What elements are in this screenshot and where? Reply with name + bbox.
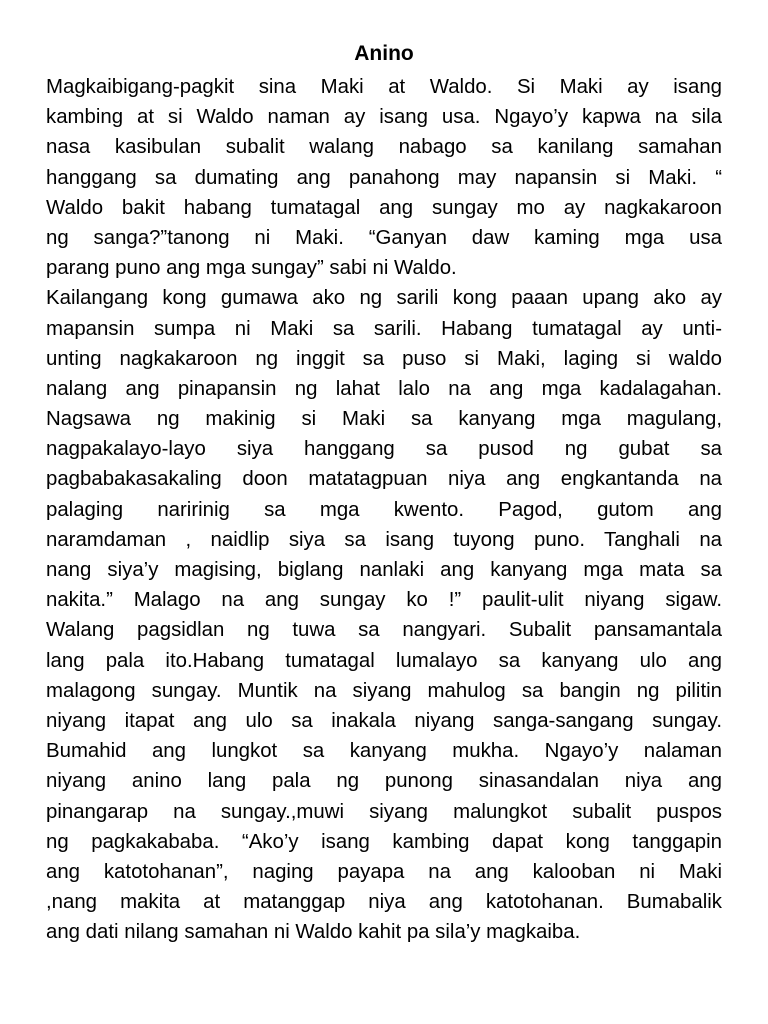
text-line: naramdaman , naidlip siya sa isang tuyong puno. Tanghali na: [46, 528, 722, 551]
text-line: parang puno ang mga sungay” sabi ni Waldo.: [46, 257, 457, 280]
text-line: Bumahid ang lungkot sa kanyang mukha. Ngayo’y nalaman: [46, 740, 722, 763]
text-line: nalang ang pinapansin ng lahat lalo na ang mga kadalagahan.: [46, 377, 722, 400]
text-line: niyang itapat ang ulo sa inakala niyang sanga-sangang sungay.: [46, 709, 722, 732]
paragraph: [46, 72, 722, 283]
text-line: Nagsawa ng makinig si Maki sa kanyang mga magulang,: [46, 408, 722, 431]
text-line: ng pagkakababa. “Ako’y isang kambing dapat kong tanggapin: [46, 830, 722, 853]
text-line: nakita.” Malago na ang sungay ko !” paulit-ulit niyang sigaw.: [46, 589, 722, 612]
text-line: malagong sungay. Muntik na siyang mahulog sa bangin ng pilitin: [46, 679, 722, 702]
text-line: pinangarap na sungay.,muwi siyang malungkot subalit puspos: [46, 800, 722, 823]
text-line: Kailangang kong gumawa ako ng sarili kong paaan upang ako ay: [46, 287, 722, 310]
text-line: ,nang makita at matanggap niya ang katotohanan. Bumabalik: [46, 891, 722, 914]
text-line: Waldo bakit habang tumatagal ang sungay mo ay nagkakaroon: [46, 196, 722, 219]
paragraph: [46, 283, 722, 947]
text-line: ang dati nilang samahan ni Waldo kahit pa sila’y magkaiba.: [46, 921, 581, 944]
text-line: hanggang sa dumating ang panahong may napansin si Maki. “: [46, 166, 722, 189]
text-line: mapansin sumpa ni Maki sa sarili. Habang tumatagal ay unti-: [46, 317, 722, 340]
text-line: niyang anino lang pala ng punong sinasandalan niya ang: [46, 770, 722, 793]
document-body: [46, 72, 722, 947]
text-line: nagpakalayo-layo siya hanggang sa pusod ng gubat sa: [46, 438, 722, 461]
text-line: pagbabakasakaling doon matatagpuan niya ang engkantanda na: [46, 468, 722, 491]
text-line: Walang pagsidlan ng tuwa sa nangyari. Subalit pansamantala: [46, 619, 722, 642]
text-line: unting nagkakaroon ng inggit sa puso si Maki, laging si waldo: [46, 347, 722, 370]
text-line: ang katotohanan”, naging payapa na ang kalooban ni Maki: [46, 860, 722, 883]
document-title: Anino: [354, 42, 414, 65]
text-line: ng sanga?”tanong ni Maki. “Ganyan daw kaming mga usa: [46, 226, 722, 249]
text-line: palaging naririnig sa mga kwento. Pagod, gutom ang: [46, 498, 722, 521]
text-line: kambing at si Waldo naman ay isang usa. Ngayo’y kapwa na sila: [46, 106, 722, 129]
text-line: nasa kasibulan subalit walang nabago sa kanilang samahan: [46, 136, 722, 159]
text-line: lang pala ito.Habang tumatagal lumalayo sa kanyang ulo ang: [46, 649, 722, 672]
text-line: nang siya’y magising, biglang nanlaki ang kanyang mga mata sa: [46, 559, 722, 581]
text-line: Magkaibigang-pagkit sina Maki at Waldo. Si Maki ay isang: [46, 76, 722, 98]
